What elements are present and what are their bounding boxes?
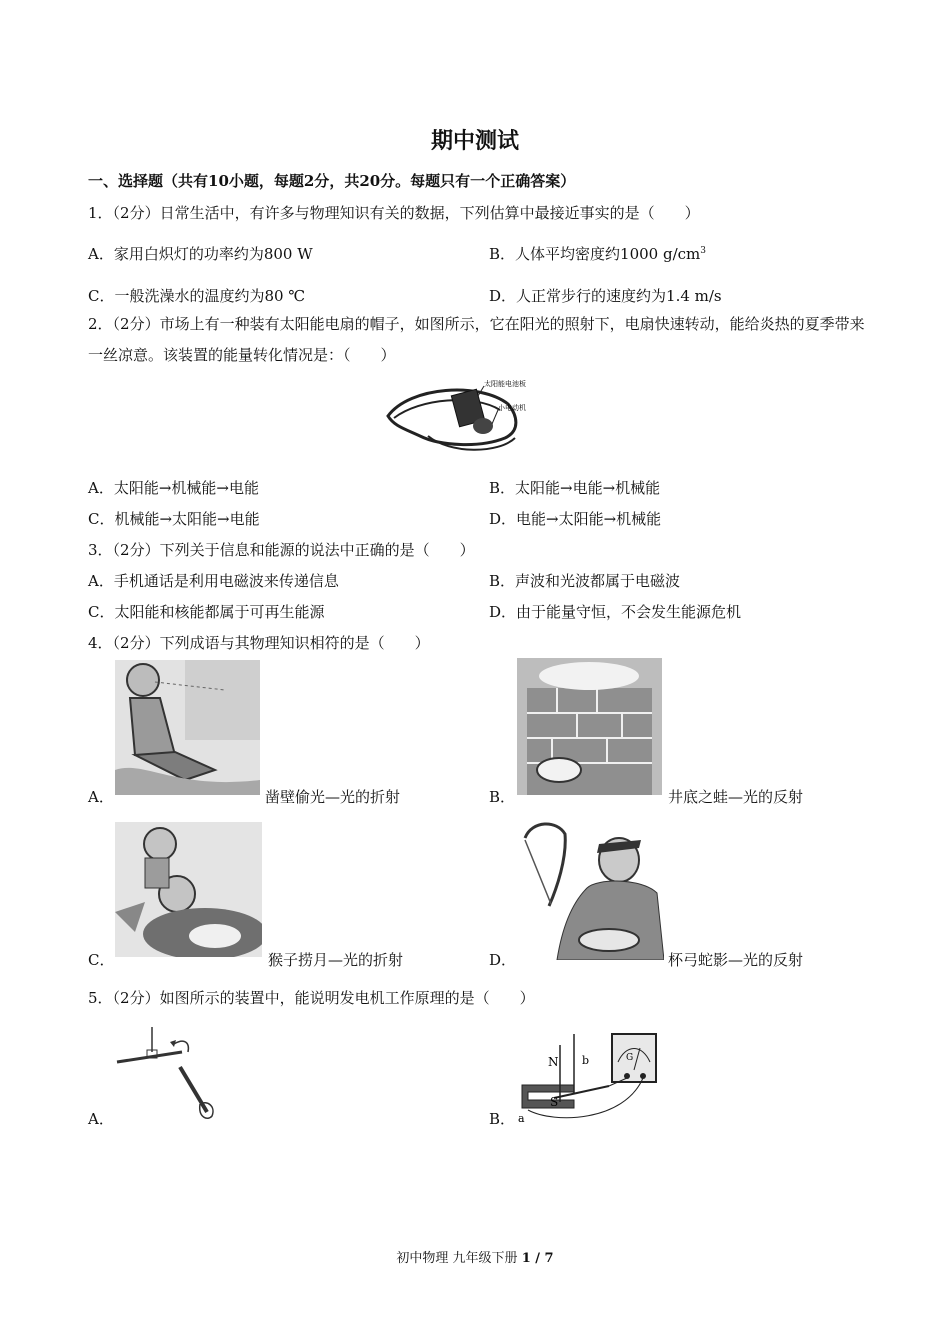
- bow-snake-shadow-illustration: [517, 818, 664, 960]
- question-1-option-c: C．一般洗澡水的温度约为80 ℃: [88, 287, 306, 305]
- galvanometer-label: G: [626, 1053, 634, 1063]
- question-3-option-b: B．声波和光波都属于电磁波: [489, 572, 681, 590]
- monkeys-fishing-moon-illustration: [115, 822, 262, 957]
- question-4-option-b-letter: B．: [489, 788, 516, 806]
- question-5-option-a: A．: [88, 1110, 114, 1128]
- question-4-option-b-text: 井底之蛙—光的反射: [668, 788, 804, 806]
- question-1-option-b: [489, 243, 706, 264]
- conductor-end-a-label: a: [518, 1112, 525, 1122]
- question-4-option-c-text: 猴子捞月—光的折射: [268, 951, 404, 969]
- question-2-option-a: A．太阳能→机械能→电能: [88, 479, 259, 497]
- figure-label-panel: 太阳能电池板: [484, 380, 526, 388]
- solar-fan-hat-figure: [380, 376, 545, 458]
- question-4-option-d-text: 杯弓蛇影—光的反射: [668, 951, 804, 969]
- question-4-option-c-letter: C．: [88, 951, 115, 969]
- section-heading: 一、选择题（共有10小题，每题2分，共20分。每题只有一个正确答案）: [88, 172, 576, 190]
- footer-text: 初中物理 九年级下册: [396, 1251, 522, 1266]
- question-4-stem: 4．（2分）下列成语与其物理知识相符的是（ ）: [88, 634, 430, 652]
- question-3-option-d: D．由于能量守恒，不会发生能源危机: [489, 603, 742, 621]
- question-2-option-c: C．机械能→太阳能→电能: [88, 510, 260, 528]
- question-4-option-a-letter: A．: [88, 788, 114, 806]
- page-footer: [0, 1247, 950, 1266]
- chiseling-wall-illustration: [115, 660, 260, 795]
- question-2-option-b: B．太阳能→电能→机械能: [489, 479, 661, 497]
- page-number: 1 / 7: [521, 1251, 554, 1266]
- generator-experiment-figure: [514, 1030, 664, 1122]
- question-1-stem: 1．（2分）日常生活中，有许多与物理知识有关的数据，下列估算中最接近事实的是（ ）: [88, 204, 700, 222]
- magnetic-needle-figure: [112, 1022, 222, 1122]
- frog-in-well-illustration: [517, 658, 662, 795]
- question-1-option-a: A．家用白炽灯的功率约为800 W: [88, 245, 313, 263]
- question-3-option-a: A．手机通话是利用电磁波来传递信息: [88, 572, 339, 590]
- magnet-north-label: N: [548, 1055, 559, 1069]
- question-4-option-d-letter: D．: [489, 951, 517, 969]
- question-3-stem: 3．（2分）下列关于信息和能源的说法中正确的是（ ）: [88, 541, 475, 559]
- question-2-stem: 2．（2分）市场上有一种装有太阳能电扇的帽子，如图所示，它在阳光的照射下，电扇快速转动，能给炎热的夏季带来一丝凉意。该装置的能量转化情况是：（ ）: [88, 315, 865, 364]
- figure-label-motor: 小电动机: [498, 404, 526, 412]
- question-3-option-c: C．太阳能和核能都属于可再生能源: [88, 603, 325, 621]
- conductor-end-b-label: b: [582, 1054, 590, 1067]
- question-2-option-d: D．电能→太阳能→机械能: [489, 510, 662, 528]
- question-1-option-d: D．人正常步行的速度约为1.4 m/s: [489, 287, 722, 305]
- magnet-south-label: S: [550, 1095, 559, 1109]
- superscript: 3: [700, 246, 706, 256]
- question-5-stem: 5．（2分）如图所示的装置中，能说明发电机工作原理的是（ ）: [88, 989, 535, 1007]
- option-b-text: B．人体平均密度约1000 g/cm: [489, 245, 701, 263]
- page-title: 期中测试: [430, 128, 519, 154]
- question-4-option-a-text: 凿壁偷光—光的折射: [265, 788, 401, 806]
- question-5-option-b: B．: [489, 1110, 516, 1128]
